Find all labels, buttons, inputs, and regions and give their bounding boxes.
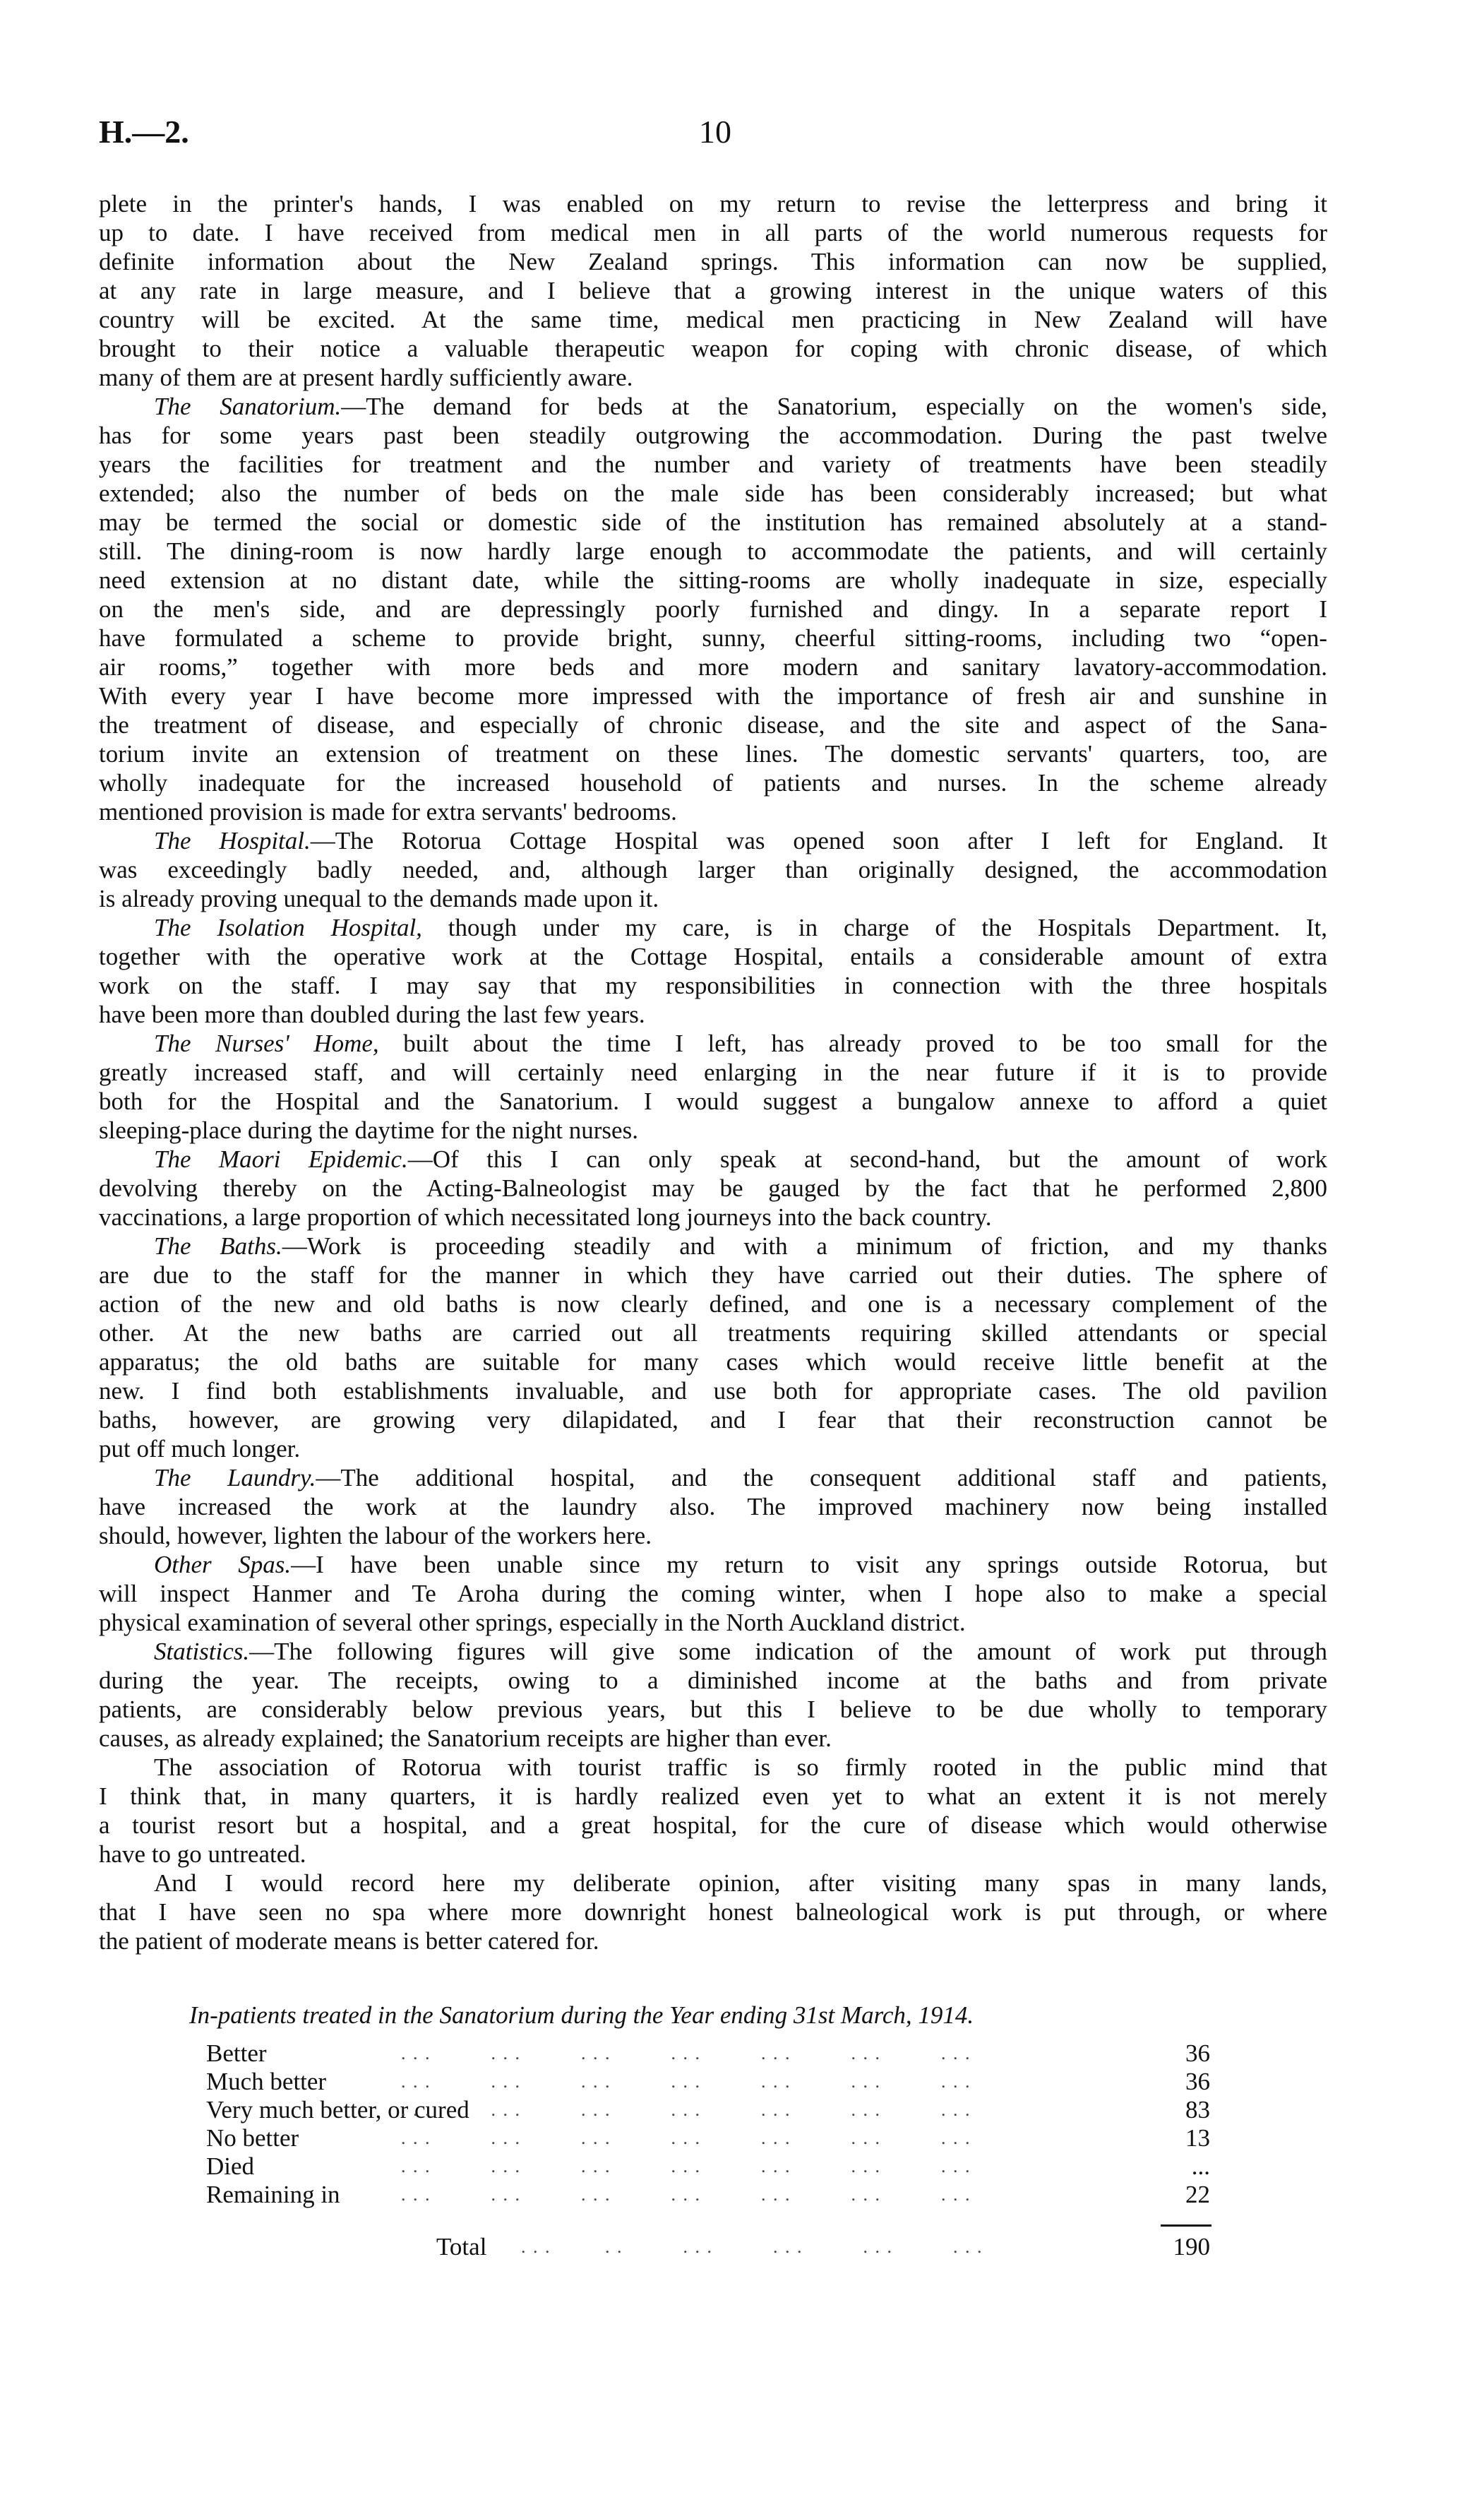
text-line [99,479,1327,508]
text-line [99,1926,1327,1955]
paragraph [99,1753,1327,1869]
table-rows [189,2039,1235,2209]
paragraph [99,1145,1327,1232]
paragraph [99,913,1327,1029]
paragraph [99,1550,1327,1637]
paragraph [99,1463,1327,1550]
paragraph [99,1232,1327,1463]
line-text: work on the staff. I may say that my responsibilities in connection with the three hospitals [99,972,1327,999]
row-label: Very much better, or cured [206,2096,469,2123]
total-label: Total [436,2233,487,2260]
text-line [99,884,1327,913]
text-line [99,624,1327,653]
text-line [99,1782,1327,1811]
line-text: —The additional hospital, and the consequent additional staff and patients, [316,1464,1327,1491]
text-line [99,942,1327,971]
leader-dots: . . . . . . . . . . . . . . . . . . . . . [401,2156,971,2176]
text-line [99,1116,1327,1145]
text-line [99,363,1327,392]
text-line [99,913,1327,942]
table-row [189,2096,1235,2124]
text-line [99,826,1327,855]
line-text: at any rate in large measure, and I believe that a growing interest in the unique waters of this [99,277,1327,304]
text-line [99,1579,1327,1608]
text-line [99,334,1327,363]
table-row [189,2039,1235,2068]
paragraph [99,392,1327,826]
text-line [99,1492,1327,1521]
section-heading: The Baths. [154,1232,282,1260]
line-text: a tourist resort but a hospital, and a great hospital, for the cure of disease which would otherwise [99,1811,1327,1839]
line-text: patients, are considerably below previous years, but this I believe to be due wholly to temporary [99,1696,1327,1723]
text-line [99,595,1327,624]
row-value: 22 [1185,2181,1210,2208]
line-text: the patient of moderate means is better catered for. [99,1927,599,1955]
line-text: sleeping-place during the daytime for the night nurses. [99,1116,638,1144]
line-text: on the men's side, and are depressingly poorly furnished and dingy. In a separate report I [99,595,1327,623]
text-line [99,1521,1327,1550]
text-line [99,1840,1327,1869]
line-text: up to date. I have received from medical men in all parts of the world numerous requests for [99,219,1327,246]
line-text: was exceedingly badly needed, and, although larger than originally designed, the accommodation [99,856,1327,883]
line-text: may be termed the social or domestic side of the institution has remained absolutely at a stand- [99,508,1327,536]
line-text: wholly inadequate for the increased household of patients and nurses. In the scheme already [99,769,1327,797]
line-text: brought to their notice a valuable therapeutic weapon for coping with chronic disease, of which [99,335,1327,362]
section-heading: The Nurses' Home, [154,1030,379,1057]
text-line [99,1811,1327,1840]
text-line [99,1029,1327,1058]
line-text: —I have been unable since my return to visit any springs outside Rotorua, but [291,1551,1327,1578]
line-text: —The demand for beds at the Sanatorium, especially on the women's side, [341,393,1327,420]
text-line [99,739,1327,768]
text-line [99,1174,1327,1203]
table-total-row [189,2233,1235,2261]
line-text: mentioned provision is made for extra servants' bedrooms. [99,798,677,826]
paragraph [99,826,1327,913]
line-text: that I have seen no spa where more downright honest balneological work is put through, or where [99,1898,1327,1926]
table-title: In-patients treated in the Sanatorium during the Year ending 31st March, 1914. [189,2001,974,2029]
line-text: definite information about the New Zealand springs. This information can now be supplied, [99,248,1327,275]
line-text: need extension at no distant date, while the sitting-rooms are wholly inadequate in size, especially [99,566,1327,594]
text-line [99,971,1327,1000]
body-text [99,189,1327,1955]
text-line [99,1376,1327,1405]
leader-dots: . . . . . . . . . . . . . . . . . . . . . [401,2043,971,2063]
row-label: Remaining in [206,2181,340,2208]
line-text: physical examination of several other springs, especially in the North Auckland district. [99,1609,966,1636]
line-text: together with the operative work at the Cottage Hospital, entails a considerable amount of extra [99,943,1327,970]
table-row [189,2124,1235,2152]
section-heading: The Maori Epidemic. [154,1145,408,1173]
line-text: With every year I have become more impressed with the importance of fresh air and sunshine in [99,682,1327,710]
text-line [99,855,1327,884]
line-text: —The Rotorua Cottage Hospital was opened soon after I left for England. It [310,827,1327,854]
text-line [99,247,1327,276]
row-value: 13 [1185,2124,1210,2152]
line-text: many of them are at present hardly sufficiently aware. [99,364,633,391]
line-text: though under my care, is in charge of the Hospitals Department. It, [421,914,1327,941]
line-text: devolving thereby on the Acting-Balneologist may be gauged by the fact that he performed 2,800 [99,1174,1327,1202]
line-text: action of the new and old baths is now clearly defined, and one is a necessary complement of the [99,1290,1327,1318]
line-text: —The following figures will give some indication of the amount of work put through [249,1638,1327,1665]
line-text: baths, however, are growing very dilapidated, and I fear that their reconstruction cannot be [99,1406,1327,1434]
section-heading: The Isolation Hospital, [154,914,422,941]
row-value: 36 [1185,2068,1210,2095]
paragraph [99,189,1327,392]
leader-dots: . . . . . . . . . . . . . . . . . . . . . [401,2071,971,2092]
text-line [99,1898,1327,1926]
text-line [99,1463,1327,1492]
line-text: torium invite an extension of treatment on these lines. The domestic servants' quarters, too, are [99,740,1327,768]
text-line [99,1869,1327,1898]
line-text: country will be excited. At the same time, medical men practicing in New Zealand will have [99,306,1327,333]
line-text: built about the time I left, has already proved to be too small for the [378,1030,1327,1057]
section-heading: Other Spas. [154,1551,292,1578]
line-text: —Of this I can only speak at second-hand, but the amount of work [407,1145,1327,1173]
line-text: —Work is proceeding steadily and with a minimum of friction, and my thanks [282,1232,1327,1260]
section-heading: The Laundry. [154,1464,316,1491]
text-line [99,218,1327,247]
line-text: plete in the printer's hands, I was enabled on my return to revise the letterpress and bring it [99,190,1327,218]
text-line [99,1695,1327,1724]
paragraph [99,1029,1327,1145]
text-line [99,1608,1327,1637]
line-text: apparatus; the old baths are suitable for many cases which would receive little benefit at the [99,1348,1327,1376]
section-heading: The Sanatorium. [154,393,342,420]
line-text: causes, as already explained; the Sanatorium receipts are higher than ever. [99,1724,832,1752]
table-row [189,2181,1235,2209]
paragraph [99,1869,1327,1955]
leader-dots: . . . . . . . . . . . . . . . . . . . . . [401,2128,971,2148]
section-heading: Statistics. [154,1638,250,1665]
inpatients-table [189,2000,1235,2261]
line-text: new. I find both establishments invaluable, and use both for appropriate cases. The old pavilion [99,1377,1327,1405]
line-text: And I would record here my deliberate opinion, after visiting many spas in many lands, [154,1869,1327,1897]
text-line [99,189,1327,218]
line-text: is already proving unequal to the demands made upon it. [99,885,659,912]
leader-dots: . . . . . . . . . . . . . . . . . [521,2236,983,2257]
text-line [99,653,1327,681]
text-line [99,276,1327,305]
line-text: vaccinations, a large proportion of which necessitated long journeys into the back country. [99,1203,992,1231]
line-text: should, however, lighten the labour of the workers here. [99,1522,652,1549]
text-line [99,1232,1327,1261]
text-line [99,1289,1327,1318]
total-rule [189,2209,1235,2233]
line-text: are due to the staff for the manner in which they have carried out their duties. The sphere of [99,1261,1327,1289]
text-line [99,797,1327,826]
text-line [99,1724,1327,1753]
text-line [99,1347,1327,1376]
line-text: other. At the new baths are carried out all treatments requiring skilled attendants or special [99,1319,1327,1347]
text-line [99,1318,1327,1347]
line-text: The association of Rotorua with tourist traffic is so firmly rooted in the public mind that [154,1753,1327,1781]
row-value: ... [1191,2152,1210,2180]
total-value: 190 [1173,2233,1210,2260]
line-text: I think that, in many quarters, it is hardly realized even yet to what an extent it is not merely [99,1782,1327,1810]
row-label: Died [206,2152,255,2180]
row-label: Much better [206,2068,327,2095]
paragraph [99,1637,1327,1753]
section-heading: The Hospital. [154,827,311,854]
table-row [189,2068,1235,2096]
row-value: 83 [1185,2096,1210,2123]
line-text: have formulated a scheme to provide bright, sunny, cheerful sitting-rooms, including two “open- [99,624,1327,652]
line-text: still. The dining-room is now hardly large enough to accommodate the patients, and will certainly [99,537,1327,565]
line-text: both for the Hospital and the Sanatorium. I would suggest a bungalow annexe to afford a quiet [99,1088,1327,1115]
row-label: Better [206,2039,267,2067]
page-number: 10 [699,114,731,150]
rule-line [1161,2224,1211,2227]
table-row [189,2152,1235,2181]
text-line [99,1000,1327,1029]
text-line [99,537,1327,566]
text-line [99,1058,1327,1087]
text-line [99,681,1327,710]
line-text: have been more than doubled during the last few years. [99,1001,645,1028]
text-line [99,450,1327,479]
text-line [99,1753,1327,1782]
text-line [99,1261,1327,1289]
text-line [99,1550,1327,1579]
text-line [99,710,1327,739]
line-text: during the year. The receipts, owing to a diminished income at the baths and from private [99,1667,1327,1694]
text-line [99,1203,1327,1232]
document-code: H.—2. [99,114,189,150]
line-text: greatly increased staff, and will certainly need enlarging in the near future if it is to provide [99,1059,1327,1086]
text-line [99,1637,1327,1666]
text-line [99,305,1327,334]
text-line [99,1666,1327,1695]
line-text: air rooms,” together with more beds and more modern and sanitary lavatory-accommodation. [99,653,1327,681]
line-text: the treatment of disease, and especially of chronic disease, and the site and aspect of the Sana- [99,711,1327,739]
text-line [99,508,1327,537]
text-line [99,421,1327,450]
line-text: will inspect Hanmer and Te Aroha during the coming winter, when I hope also to make a special [99,1580,1327,1607]
line-text: have to go untreated. [99,1840,306,1868]
text-line [99,1405,1327,1434]
line-text: has for some years past been steadily outgrowing the accommodation. During the past twelve [99,422,1327,449]
text-line [99,768,1327,797]
text-line [99,392,1327,421]
text-line [99,1145,1327,1174]
row-label: No better [206,2124,299,2152]
line-text: have increased the work at the laundry also. The improved machinery now being installed [99,1493,1327,1520]
line-text: years the facilities for treatment and the number and variety of treatments have been steadily [99,451,1327,478]
row-value: 36 [1185,2039,1210,2067]
text-line [99,1087,1327,1116]
leader-dots: . . . . . . . . . . . . . . . . . . . . . [401,2099,971,2120]
line-text: put off much longer. [99,1435,301,1463]
leader-dots: . . . . . . . . . . . . . . . . . . . . . [401,2184,971,2205]
text-line [99,1434,1327,1463]
text-line [99,566,1327,595]
line-text: extended; also the number of beds on the male side has been considerably increased; but what [99,479,1327,507]
